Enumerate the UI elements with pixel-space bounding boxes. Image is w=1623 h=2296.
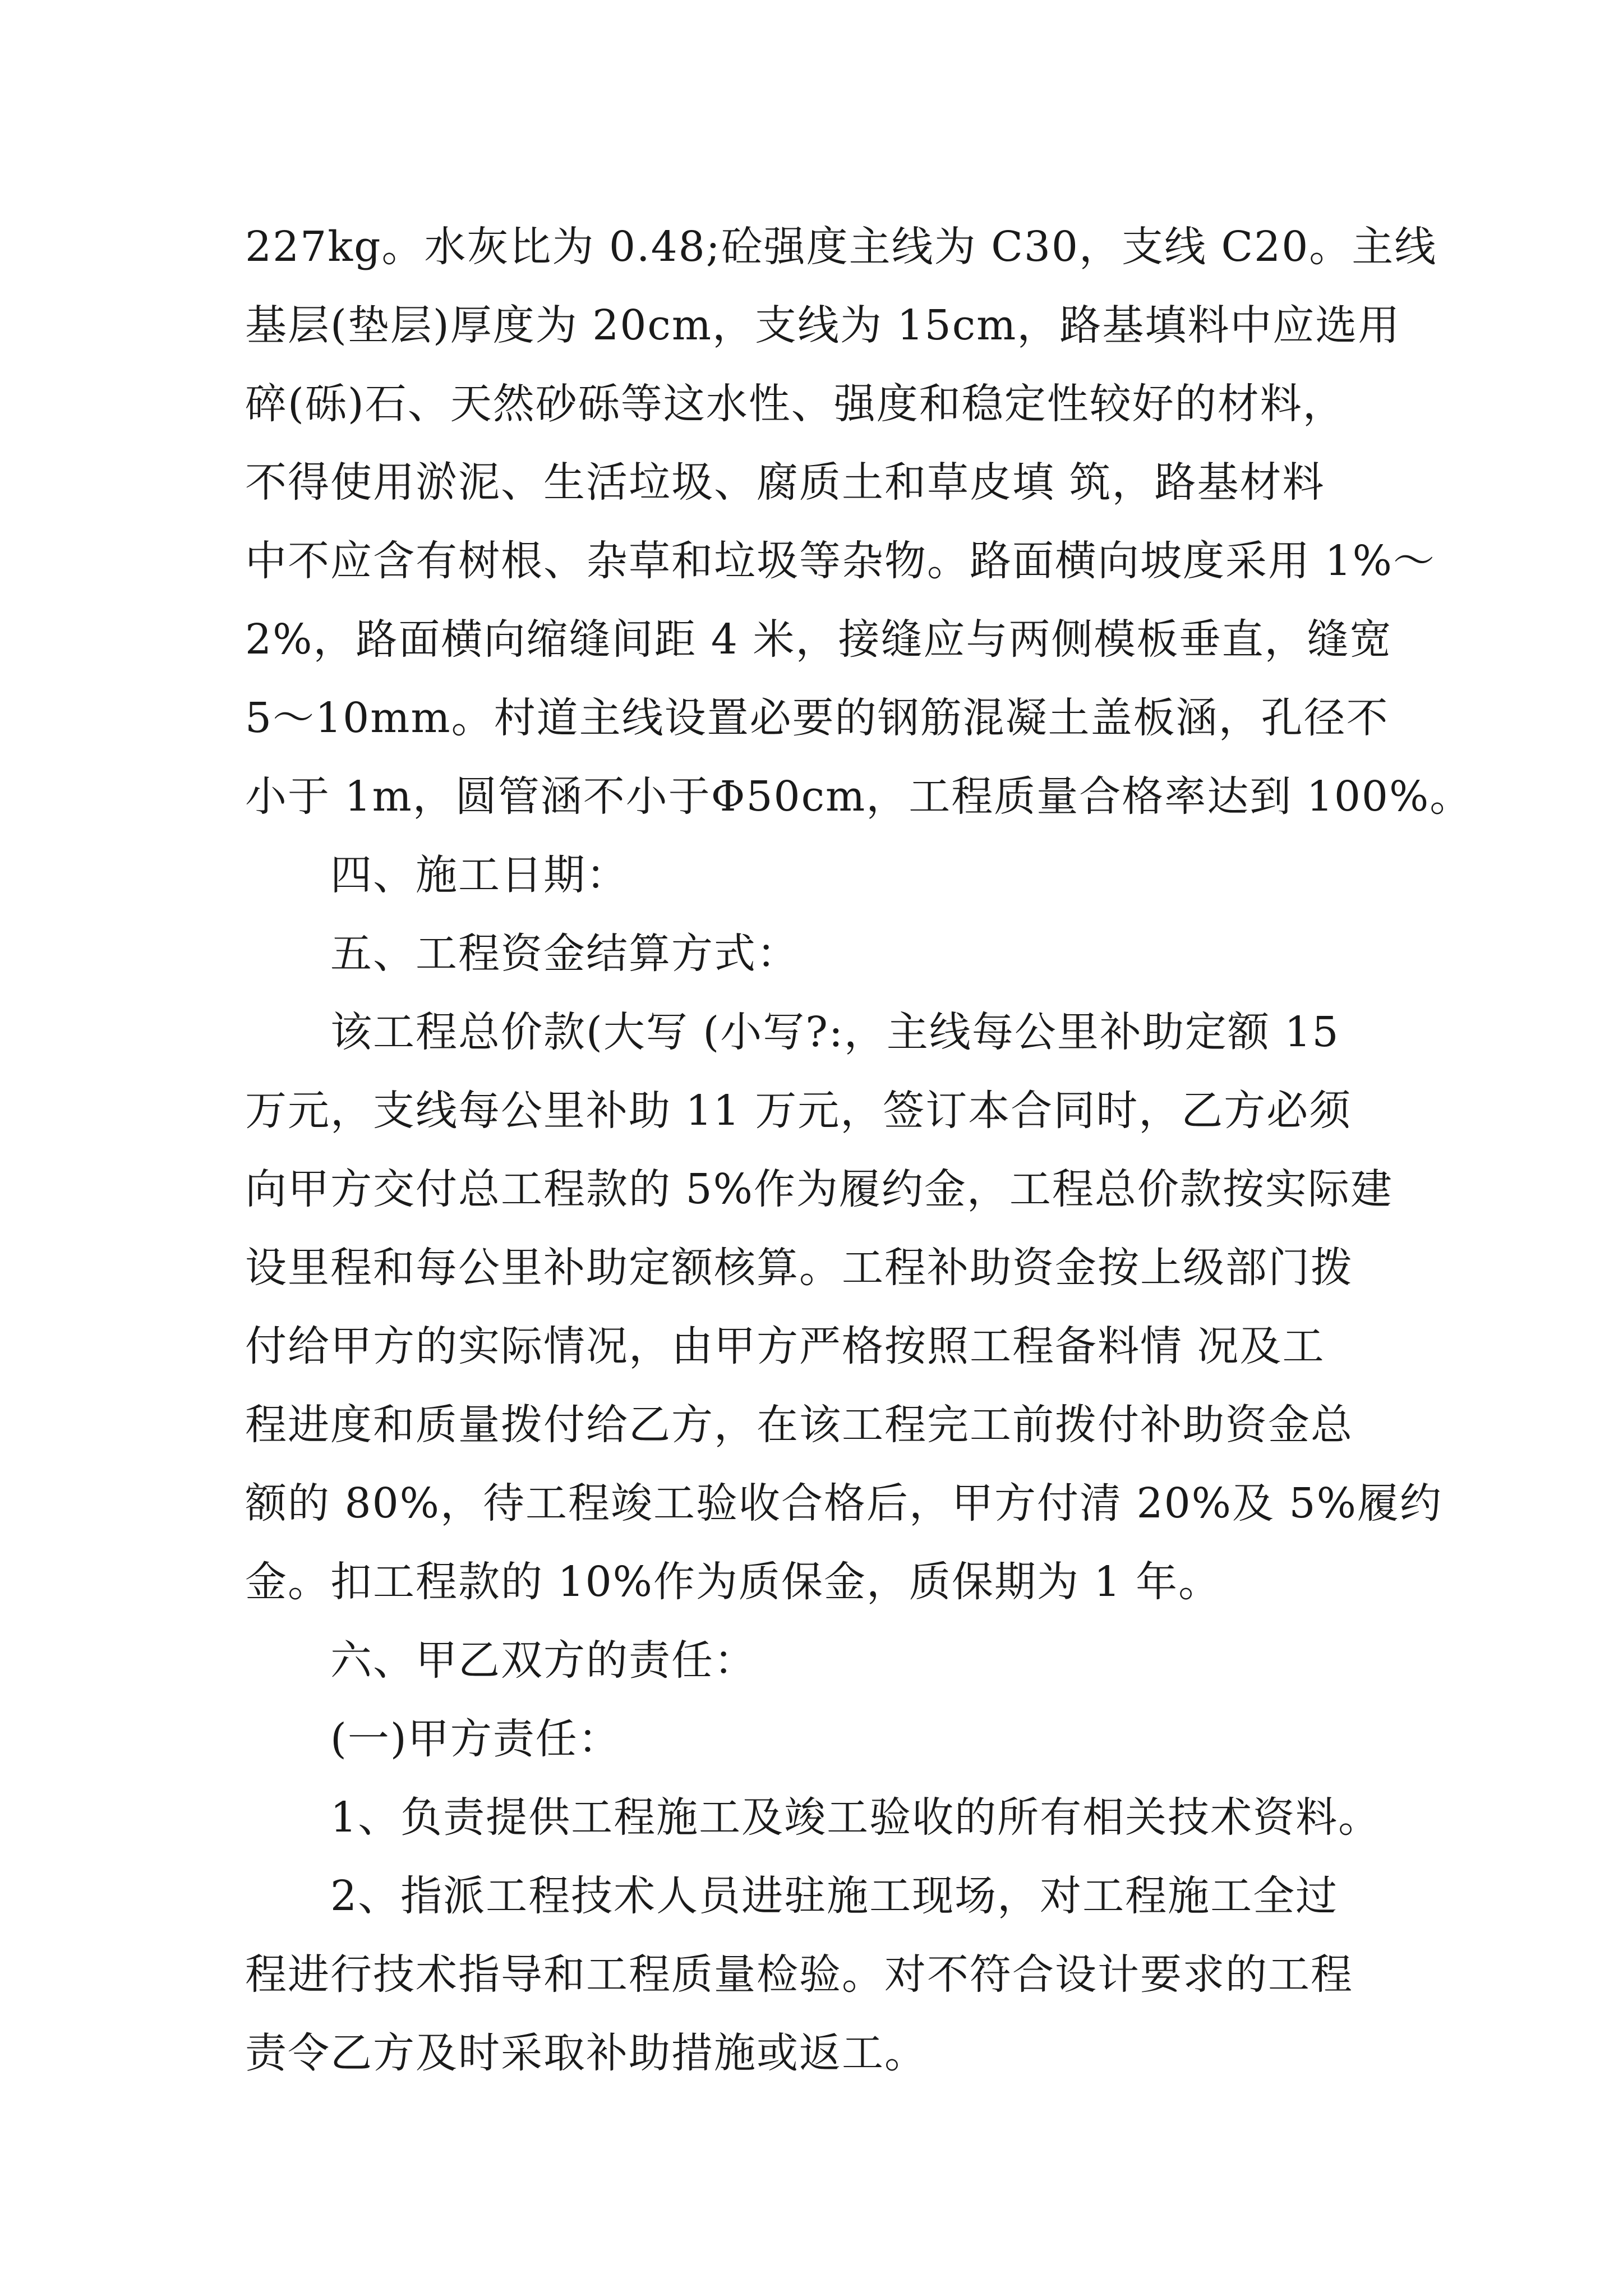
text-line: 程进行技术指导和工程质量检验。对不符合设计要求的工程 [245,1950,1353,1999]
text-line: 程进度和质量拨付给乙方，在该工程完工前拨付补助资金总 [245,1401,1353,1449]
text-line: 227kg。水灰比为 0.48;砼强度主线为 C30，支线 C20。主线 [245,223,1437,271]
text-line: 万元，支线每公里补助 11 万元，签订本合同时，乙方必须 [245,1087,1352,1135]
subsection-heading-party-a: (一)甲方责任： [245,1715,621,1763]
text-line: 金。扣工程款的 10%作为质保金，质保期为 1 年。 [245,1558,1221,1606]
text-line: 设里程和每公里补助定额核算。工程补助资金按上级部门拨 [245,1244,1353,1292]
contract-body-text [245,208,1473,2092]
text-line: 小于 1m，圆管涵不小于Φ50cm，工程质量合格率达到 100%。 [245,772,1473,821]
text-line: 责令乙方及时采取补助措施或返工。 [245,2029,927,2077]
text-line: 5～10mm。村道主线设置必要的钢筋混凝土盖板涵，孔径不 [245,694,1389,742]
section-heading-construction-date: 四、施工日期： [245,851,629,899]
text-line: 不得使用淤泥、生活垃圾、腐质土和草皮填 筑，路基材料 [245,458,1325,507]
text-line: 该工程总价款(大写 (小写?:，主线每公里补助定额 15 [245,1008,1340,1056]
text-line: 基层(垫层)厚度为 20cm，支线为 15cm，路基填料中应选用 [245,301,1401,349]
text-line: 2%，路面横向缩缝间距 4 米，接缝应与两侧模板垂直，缝宽 [245,615,1393,664]
list-item: 2、指派工程技术人员进驻施工现场，对工程施工全过 [245,1872,1339,1920]
text-line: 付给甲方的实际情况，由甲方严格按照工程备料情 况及工 [245,1322,1325,1370]
section-heading-responsibilities: 六、甲乙双方的责任： [245,1636,757,1685]
text-line: 向甲方交付总工程款的 5%作为履约金，工程总价款按实际建 [245,1165,1393,1213]
text-line: 中不应含有树根、杂草和垃圾等杂物。路面横向坡度采用 1%～ [245,537,1436,585]
text-line: 碎(砾)石、天然砂砾等这水性、强度和稳定性较好的材料， [245,380,1345,428]
section-heading-settlement: 五、工程资金结算方式： [245,930,799,978]
text-line: 额的 80%，待工程竣工验收合格后，甲方付清 20%及 5%履约 [245,1479,1442,1527]
list-item: 1、负责提供工程施工及竣工验收的所有相关技术资料。 [245,1793,1381,1842]
